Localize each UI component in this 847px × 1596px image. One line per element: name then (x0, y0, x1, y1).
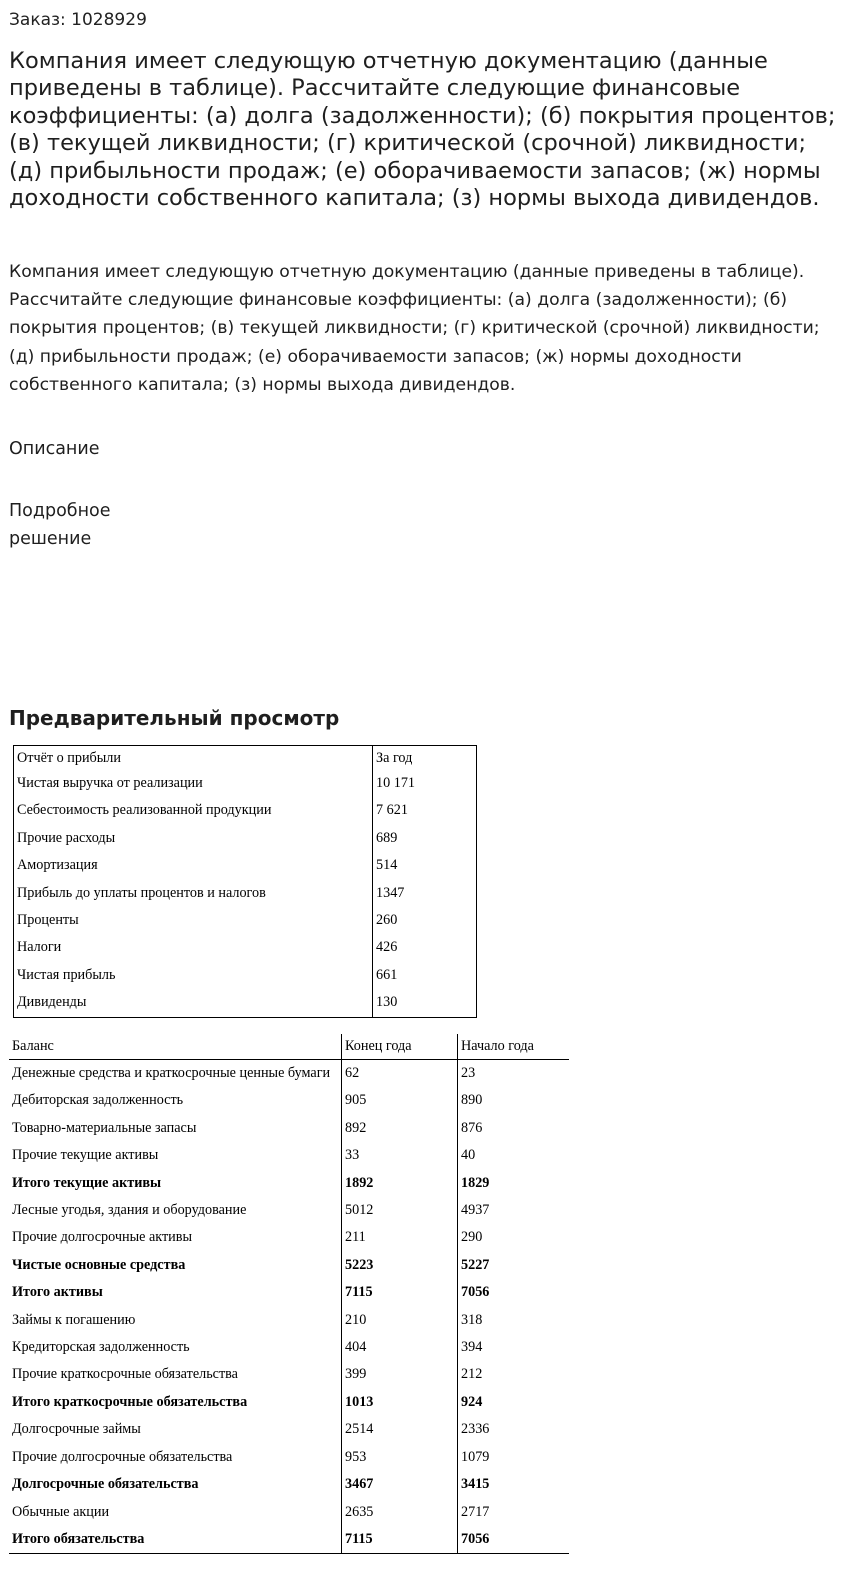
balance-sheet-table (9, 1034, 569, 1554)
table-cell: Денежные средства и краткосрочные ценные бумаги (9, 1060, 342, 1088)
table-row (14, 770, 477, 797)
table-header-cell: Конец года (342, 1034, 458, 1060)
table-cell: Итого краткосрочные обязательства (9, 1389, 342, 1416)
table-cell: Прочие долгосрочные активы (9, 1224, 342, 1251)
table-row (14, 907, 477, 934)
table-cell: Чистая выручка от реализации (14, 770, 373, 797)
table-cell: Прочие текущие активы (9, 1142, 342, 1169)
table-cell: 924 (461, 1393, 483, 1410)
table-cell: Прочие краткосрочные обязательства (9, 1361, 342, 1388)
table-cell: 1013 (342, 1389, 458, 1416)
table-cell: 318 (461, 1311, 483, 1328)
table-cell: 661 (376, 966, 398, 983)
table-cell: 1079 (461, 1448, 490, 1465)
table-row-total (9, 1279, 569, 1306)
table-cell: 890 (461, 1092, 483, 1109)
table-cell: Чистые основные средства (9, 1252, 342, 1279)
table-cell: 130 (376, 994, 398, 1011)
table-cell: 23 (461, 1065, 476, 1081)
table-row (9, 1224, 569, 1251)
table-cell: 5223 (342, 1252, 458, 1279)
table-cell: 514 (376, 857, 398, 874)
table-header-cell: Баланс (9, 1034, 342, 1060)
table-cell: 5012 (342, 1197, 458, 1224)
table-cell: Долгосрочные займы (9, 1416, 342, 1443)
task-description: Компания имеет следующую отчетную документацию (данные приведены в таблице). Рассчитайте следующие финансовые коэффициенты: (а) долга (задолженности); (б) покрытия процентов; (в) текущей ликвидности; (г) критической (срочной) ликвидности; (д) прибыльности продаж; (е) оборачиваемости запасов; (ж) нормы доходности собственного капитала; (з) нормы выхода дивидендов. (9, 262, 820, 395)
table-row (14, 880, 477, 907)
table-cell: За год (376, 750, 413, 766)
table-cell: 953 (342, 1444, 458, 1471)
table-row (14, 852, 477, 879)
table-cell: 1347 (376, 884, 405, 901)
table-cell: 2635 (342, 1499, 458, 1526)
table-row (9, 1416, 569, 1443)
table-cell: 2336 (461, 1421, 490, 1438)
table-cell: 5227 (461, 1256, 490, 1273)
solution-label-line1: Подробное (9, 501, 111, 521)
table-row (14, 797, 477, 824)
table-cell: Обычные акции (9, 1499, 342, 1526)
table-cell: 40 (461, 1147, 476, 1164)
table-cell: Итого текущие активы (9, 1170, 342, 1197)
solution-label-line2: решение (9, 529, 92, 549)
table-row-total (9, 1170, 569, 1197)
table-row-total (9, 1526, 569, 1554)
table-cell: Дивиденды (14, 989, 373, 1017)
table-row (14, 989, 477, 1017)
page-title: Компания имеет следующую отчетную документацию (данные приведены в таблице). Рассчитайте следующие финансовые коэффициенты: (а) долга (задолженности); (б) покрытия процентов; (в) текущей ликвидности; (г) критической (срочной) ликвидности; (д) прибыльности продаж; (е) оборачиваемости запасов; (ж) нормы доходности собственного капитала; (з) нормы выхода дивидендов. (9, 48, 836, 212)
table-cell: Займы к погашению (9, 1307, 342, 1334)
table-cell: 2717 (461, 1503, 490, 1520)
table-cell: 905 (342, 1087, 458, 1114)
table-row (9, 1307, 569, 1334)
table-cell: 260 (376, 912, 398, 929)
table-cell: 3415 (461, 1476, 490, 1493)
solution-label (9, 497, 111, 553)
table-cell: 404 (342, 1334, 458, 1361)
table-row (9, 1060, 569, 1088)
table-row (9, 1499, 569, 1526)
table-row (14, 746, 477, 771)
table-cell: 426 (376, 939, 398, 956)
table-cell: 1892 (342, 1170, 458, 1197)
table-row (14, 825, 477, 852)
order-number: Заказ: 1028929 (9, 10, 147, 30)
table-cell: Товарно-материальные запасы (9, 1115, 342, 1142)
table-cell: Прочие расходы (14, 825, 373, 852)
table-cell: 3467 (342, 1471, 458, 1498)
table-cell: 212 (461, 1366, 483, 1383)
table-cell: 7 621 (376, 802, 408, 819)
table-cell: Амортизация (14, 852, 373, 879)
table-cell: 211 (342, 1224, 458, 1251)
table-cell: 7056 (458, 1526, 570, 1554)
table-cell: Налоги (14, 934, 373, 961)
table-row (14, 962, 477, 989)
table-row-total (9, 1471, 569, 1498)
table-cell: Кредиторская задолженность (9, 1334, 342, 1361)
description-label: Описание (9, 439, 100, 459)
table-cell: Лесные угодья, здания и оборудование (9, 1197, 342, 1224)
table-row (9, 1087, 569, 1114)
table-row (9, 1334, 569, 1361)
table-row (9, 1361, 569, 1388)
table-cell: 210 (342, 1307, 458, 1334)
table-cell: 394 (461, 1339, 483, 1356)
table-row (14, 934, 477, 961)
table-cell: Прочие долгосрочные обязательства (9, 1444, 342, 1471)
income-statement-table (13, 745, 477, 1018)
table-cell: 7056 (461, 1284, 490, 1301)
table-row (9, 1197, 569, 1224)
table-cell: Итого обязательства (9, 1526, 342, 1554)
table-cell: 290 (461, 1229, 483, 1246)
table-cell: Итого активы (9, 1279, 342, 1306)
table-row-total (9, 1389, 569, 1416)
table-cell: 876 (461, 1119, 483, 1136)
table-row-total (9, 1252, 569, 1279)
table-row (9, 1142, 569, 1169)
table-cell: 689 (376, 829, 398, 846)
table-cell: 7115 (342, 1526, 458, 1554)
table-cell: 10 171 (376, 775, 416, 791)
table-cell: 399 (342, 1361, 458, 1388)
table-cell: 62 (342, 1060, 458, 1088)
table-cell: 892 (342, 1115, 458, 1142)
table-cell: 4937 (461, 1202, 490, 1219)
table-header-cell: Начало года (458, 1034, 570, 1060)
table-cell: 7115 (342, 1279, 458, 1306)
table-cell: Себестоимость реализованной продукции (14, 797, 373, 824)
table-cell: Прибыль до уплаты процентов и налогов (14, 880, 373, 907)
table-header-row (9, 1034, 569, 1060)
table-cell: Дебиторская задолженность (9, 1087, 342, 1114)
table-cell: Проценты (14, 907, 373, 934)
table-row (9, 1444, 569, 1471)
table-cell: Долгосрочные обязательства (9, 1471, 342, 1498)
table-cell: Чистая прибыль (14, 962, 373, 989)
table-cell: 2514 (342, 1416, 458, 1443)
table-cell: 1829 (461, 1174, 490, 1191)
preview-heading: Предварительный просмотр (9, 706, 340, 730)
table-cell: Отчёт о прибыли (14, 746, 373, 771)
table-row (9, 1115, 569, 1142)
table-cell: 33 (342, 1142, 458, 1169)
